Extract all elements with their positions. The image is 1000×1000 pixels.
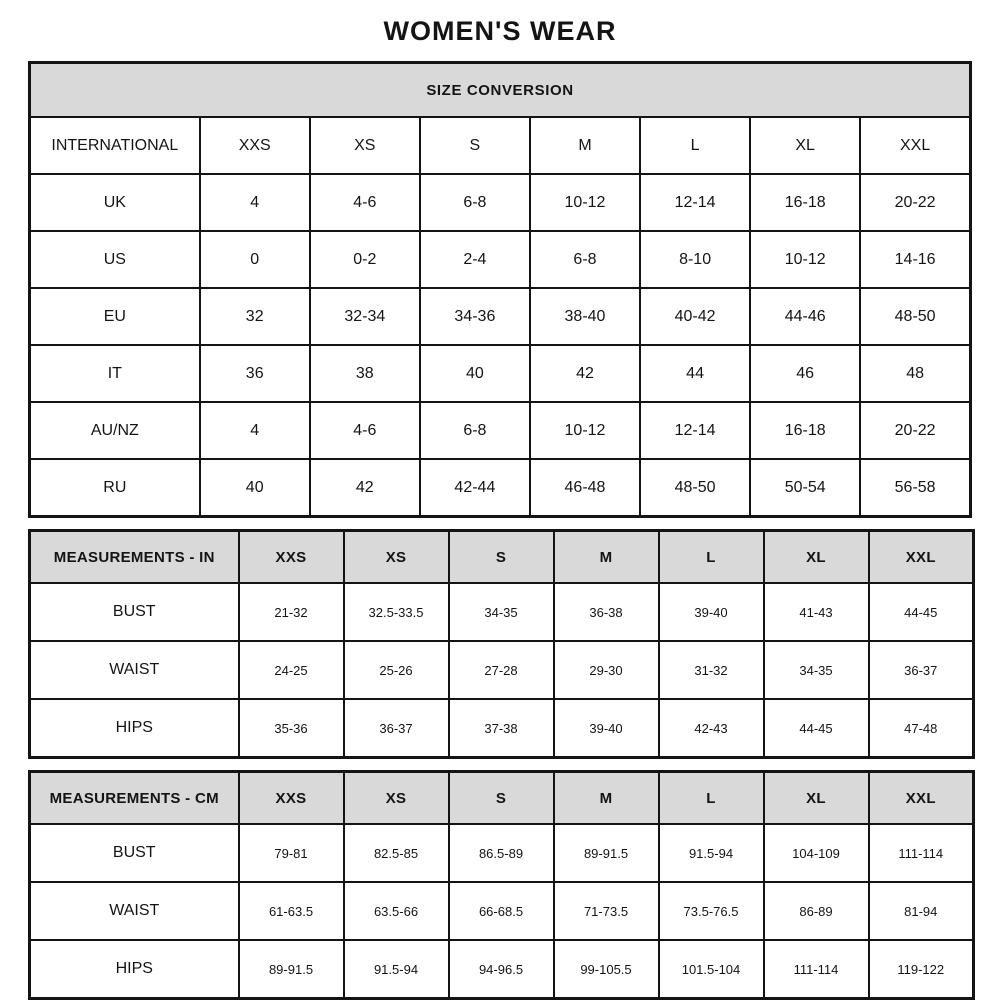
region-label-cell: US	[30, 231, 200, 288]
size-value-cell: 12-14	[640, 402, 750, 459]
size-header-cell: XL	[764, 772, 869, 825]
measure-label-cell: WAIST	[30, 882, 239, 940]
size-value-cell: 4	[200, 174, 310, 231]
size-value-cell: 42-44	[420, 459, 530, 517]
size-value-cell: 40-42	[640, 288, 750, 345]
measure-value-cell: 71-73.5	[554, 882, 659, 940]
size-value-cell: 10-12	[530, 174, 640, 231]
size-header-cell: XS	[344, 531, 449, 584]
measure-value-cell: 41-43	[764, 583, 869, 641]
measure-value-cell: 36-37	[344, 699, 449, 758]
measure-value-cell: 39-40	[554, 699, 659, 758]
measure-value-cell: 111-114	[764, 940, 869, 999]
size-value-cell: 4-6	[310, 174, 420, 231]
measure-label-cell: HIPS	[30, 940, 239, 999]
size-header-cell: XXL	[869, 531, 974, 584]
measure-value-cell: 36-37	[869, 641, 974, 699]
size-value-cell: 0	[200, 231, 310, 288]
size-value-cell: 44	[640, 345, 750, 402]
measure-value-cell: 39-40	[659, 583, 764, 641]
measure-value-cell: 89-91.5	[239, 940, 344, 999]
measure-value-cell: 81-94	[869, 882, 974, 940]
measure-value-cell: 61-63.5	[239, 882, 344, 940]
size-value-cell: 20-22	[860, 174, 970, 231]
measure-value-cell: 94-96.5	[449, 940, 554, 999]
size-value-cell: 40	[200, 459, 310, 517]
size-header-cell: XXL	[869, 772, 974, 825]
size-header-cell: S	[449, 772, 554, 825]
size-header-cell: L	[659, 531, 764, 584]
column-header-row	[30, 117, 971, 174]
size-header-cell: XS	[344, 772, 449, 825]
measure-value-cell: 66-68.5	[449, 882, 554, 940]
size-value-cell: 10-12	[750, 231, 860, 288]
column-header-cell: M	[530, 117, 640, 174]
banner-row	[30, 63, 971, 118]
column-header-cell: XS	[310, 117, 420, 174]
table-row	[30, 940, 974, 999]
table-row	[30, 882, 974, 940]
measure-value-cell: 91.5-94	[659, 824, 764, 882]
size-value-cell: 40	[420, 345, 530, 402]
table-row	[30, 699, 974, 758]
column-header-cell: INTERNATIONAL	[30, 117, 200, 174]
size-value-cell: 48-50	[640, 459, 750, 517]
size-header-cell: M	[554, 772, 659, 825]
measurements-in-table	[28, 529, 975, 759]
size-value-cell: 20-22	[860, 402, 970, 459]
size-value-cell: 34-36	[420, 288, 530, 345]
measure-value-cell: 47-48	[869, 699, 974, 758]
column-header-cell: L	[640, 117, 750, 174]
measure-value-cell: 119-122	[869, 940, 974, 999]
size-value-cell: 14-16	[860, 231, 970, 288]
size-value-cell: 0-2	[310, 231, 420, 288]
region-label-cell: IT	[30, 345, 200, 402]
size-value-cell: 4-6	[310, 402, 420, 459]
measure-value-cell: 63.5-66	[344, 882, 449, 940]
region-label-cell: EU	[30, 288, 200, 345]
column-header-cell: XXS	[200, 117, 310, 174]
table-row	[30, 402, 971, 459]
measure-value-cell: 99-105.5	[554, 940, 659, 999]
size-value-cell: 6-8	[420, 402, 530, 459]
measure-value-cell: 91.5-94	[344, 940, 449, 999]
table-row	[30, 641, 974, 699]
measure-label-cell: BUST	[30, 824, 239, 882]
size-value-cell: 2-4	[420, 231, 530, 288]
measure-value-cell: 104-109	[764, 824, 869, 882]
size-header-cell: L	[659, 772, 764, 825]
measure-value-cell: 25-26	[344, 641, 449, 699]
size-value-cell: 12-14	[640, 174, 750, 231]
column-header-cell: S	[420, 117, 530, 174]
measure-value-cell: 89-91.5	[554, 824, 659, 882]
size-value-cell: 32-34	[310, 288, 420, 345]
measure-value-cell: 44-45	[869, 583, 974, 641]
page-title: WOMEN'S WEAR	[383, 16, 617, 46]
column-header-cell: XXL	[860, 117, 970, 174]
size-value-cell: 6-8	[420, 174, 530, 231]
table-row	[30, 288, 971, 345]
measure-header-row	[30, 772, 974, 825]
size-value-cell: 36	[200, 345, 310, 402]
measure-value-cell: 73.5-76.5	[659, 882, 764, 940]
size-value-cell: 16-18	[750, 174, 860, 231]
table-row	[30, 345, 971, 402]
measure-value-cell: 79-81	[239, 824, 344, 882]
size-value-cell: 50-54	[750, 459, 860, 517]
size-value-cell: 46-48	[530, 459, 640, 517]
measure-value-cell: 32.5-33.5	[344, 583, 449, 641]
table-row	[30, 174, 971, 231]
measurements-cm-table	[28, 770, 975, 1000]
size-value-cell: 4	[200, 402, 310, 459]
measure-header-row	[30, 531, 974, 584]
size-header-cell: XXS	[239, 531, 344, 584]
measure-value-cell: 86-89	[764, 882, 869, 940]
size-value-cell: 32	[200, 288, 310, 345]
measure-value-cell: 42-43	[659, 699, 764, 758]
measure-value-cell: 44-45	[764, 699, 869, 758]
size-value-cell: 44-46	[750, 288, 860, 345]
size-value-cell: 56-58	[860, 459, 970, 517]
measure-value-cell: 27-28	[449, 641, 554, 699]
measurements-header-cell: MEASUREMENTS - IN	[30, 531, 239, 584]
size-value-cell: 48-50	[860, 288, 970, 345]
measure-value-cell: 36-38	[554, 583, 659, 641]
measure-value-cell: 82.5-85	[344, 824, 449, 882]
measure-value-cell: 37-38	[449, 699, 554, 758]
table-row	[30, 824, 974, 882]
size-value-cell: 42	[530, 345, 640, 402]
size-value-cell: 8-10	[640, 231, 750, 288]
size-value-cell: 10-12	[530, 402, 640, 459]
measure-value-cell: 86.5-89	[449, 824, 554, 882]
measure-value-cell: 31-32	[659, 641, 764, 699]
measure-value-cell: 111-114	[869, 824, 974, 882]
size-header-cell: XXS	[239, 772, 344, 825]
size-value-cell: 48	[860, 345, 970, 402]
measure-value-cell: 24-25	[239, 641, 344, 699]
measure-label-cell: HIPS	[30, 699, 239, 758]
measure-value-cell: 34-35	[449, 583, 554, 641]
measurements-header-cell: MEASUREMENTS - CM	[30, 772, 239, 825]
measure-value-cell: 34-35	[764, 641, 869, 699]
size-value-cell: 38-40	[530, 288, 640, 345]
measure-label-cell: WAIST	[30, 641, 239, 699]
size-header-cell: M	[554, 531, 659, 584]
measure-value-cell: 101.5-104	[659, 940, 764, 999]
region-label-cell: UK	[30, 174, 200, 231]
table-row	[30, 231, 971, 288]
size-conversion-banner: SIZE CONVERSION	[30, 63, 971, 118]
size-value-cell: 46	[750, 345, 860, 402]
size-value-cell: 16-18	[750, 402, 860, 459]
measure-label-cell: BUST	[30, 583, 239, 641]
size-value-cell: 38	[310, 345, 420, 402]
size-value-cell: 42	[310, 459, 420, 517]
table-row	[30, 583, 974, 641]
measure-value-cell: 35-36	[239, 699, 344, 758]
size-conversion-table	[28, 61, 972, 518]
column-header-cell: XL	[750, 117, 860, 174]
size-value-cell: 6-8	[530, 231, 640, 288]
measure-value-cell: 21-32	[239, 583, 344, 641]
measure-value-cell: 29-30	[554, 641, 659, 699]
table-row	[30, 459, 971, 517]
size-header-cell: XL	[764, 531, 869, 584]
region-label-cell: AU/NZ	[30, 402, 200, 459]
size-header-cell: S	[449, 531, 554, 584]
region-label-cell: RU	[30, 459, 200, 517]
